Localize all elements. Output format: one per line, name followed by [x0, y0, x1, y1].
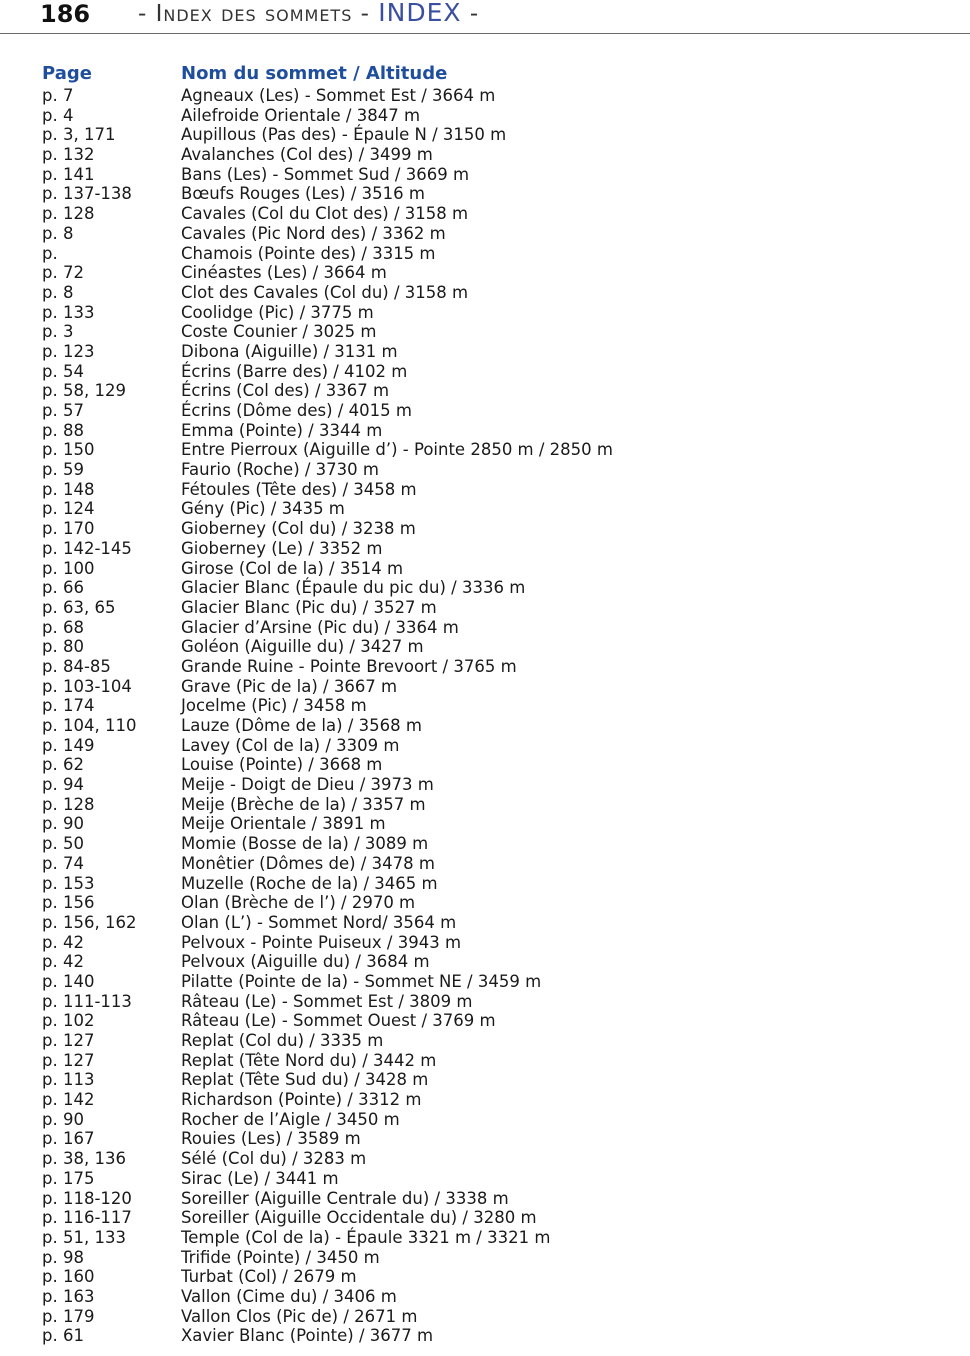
index-row	[0, 1248, 970, 1268]
index-summit-name: Agneaux (Les) - Sommet Est / 3664 m	[181, 86, 496, 105]
index-page-ref: p. 84-85	[42, 656, 111, 676]
index-row	[0, 86, 970, 106]
index-row	[0, 1189, 970, 1209]
index-summit-name: Muzelle (Roche de la) / 3465 m	[181, 873, 438, 893]
index-row	[0, 342, 970, 362]
index-summit-name: Sélé (Col du) / 3283 m	[181, 1149, 367, 1169]
index-page-ref: p. 57	[42, 401, 84, 420]
index-page-ref: p. 123	[42, 341, 95, 361]
index-summit-name: Ailefroide Orientale / 3847 m	[181, 105, 421, 125]
index-summit-name: Replat (Col du) / 3335 m	[181, 1031, 384, 1050]
index-page-ref: p. 127	[42, 1031, 95, 1050]
index-summit-name: Aupillous (Pas des) - Épaule N / 3150 m	[181, 125, 507, 145]
index-summit-name: Temple (Col de la) - Épaule 3321 m / 3321 m	[181, 1227, 551, 1247]
index-row	[0, 1129, 970, 1149]
index-page-ref: p. 66	[42, 578, 84, 598]
index-row	[0, 283, 970, 303]
index-summit-name: Louise (Pointe) / 3668 m	[181, 755, 383, 775]
page-number: 186	[40, 0, 91, 28]
running-title-prefix: - Index des sommets -	[138, 1, 370, 27]
index-page-ref: p. 132	[42, 145, 95, 165]
index-column-headers	[0, 62, 970, 86]
index-page-ref: p. 148	[42, 479, 95, 499]
index-page-ref: p. 133	[42, 302, 95, 322]
index-summit-name: Pelvoux - Pointe Puiseux / 3943 m	[181, 932, 462, 952]
index-row	[0, 696, 970, 716]
index-page-ref: p. 141	[42, 164, 95, 184]
index-summit-name: Râteau (Le) - Sommet Est / 3809 m	[181, 991, 473, 1011]
index-summit-name: Replat (Tête Nord du) / 3442 m	[181, 1050, 437, 1070]
index-page-ref: p. 116-117	[42, 1208, 132, 1228]
index-summit-name: Fétoules (Tête des) / 3458 m	[181, 479, 417, 499]
index-page-ref: p. 58, 129	[42, 381, 126, 401]
index-row	[0, 795, 970, 815]
index-page-ref: p. 140	[42, 971, 95, 991]
index-page-ref: p. 163	[42, 1286, 95, 1306]
index-page-ref: p. 103-104	[42, 676, 132, 696]
index-list	[0, 86, 970, 1346]
index-summit-name: Dibona (Aiguille) / 3131 m	[181, 341, 398, 361]
index-page-ref: p. 174	[42, 696, 95, 716]
index-row	[0, 1031, 970, 1051]
index-page-ref: p. 156	[42, 893, 95, 913]
index-summit-name: Entre Pierroux (Aiguille d’) - Pointe 2850 m / 2850 m	[181, 440, 613, 460]
index-page-ref: p. 59	[42, 460, 84, 480]
index-summit-name: Écrins (Dôme des) / 4015 m	[181, 401, 412, 420]
index-page-ref: p. 72	[42, 263, 84, 283]
index-summit-name: Replat (Tête Sud du) / 3428 m	[181, 1070, 429, 1090]
index-row	[0, 814, 970, 834]
index-summit-name: Coste Counier / 3025 m	[181, 322, 377, 342]
index-row	[0, 972, 970, 992]
index-page-ref: p. 4	[42, 105, 74, 125]
index-summit-name: Soreiller (Aiguille Centrale du) / 3338 m	[181, 1188, 509, 1208]
index-page-ref: p. 8	[42, 282, 74, 302]
index-row	[0, 1051, 970, 1071]
index-summit-name: Clot des Cavales (Col du) / 3158 m	[181, 282, 469, 302]
column-header-page: Page	[42, 63, 92, 84]
index-row	[0, 834, 970, 854]
index-row	[0, 1090, 970, 1110]
index-summit-name: Rocher de l’Aigle / 3450 m	[181, 1109, 400, 1129]
index-page-ref: p. 80	[42, 637, 84, 657]
index-page-ref: p. 124	[42, 499, 95, 519]
index-row	[0, 145, 970, 165]
index-row	[0, 1110, 970, 1130]
index-page-ref: p. 42	[42, 952, 84, 972]
index-row	[0, 716, 970, 736]
index-row	[0, 421, 970, 441]
index-summit-name: Chamois (Pointe des) / 3315 m	[181, 243, 436, 263]
index-summit-name: Pelvoux (Aiguille du) / 3684 m	[181, 952, 430, 972]
running-title-suffix: -	[469, 1, 480, 27]
index-row	[0, 677, 970, 697]
index-page-ref: p. 118-120	[42, 1188, 132, 1208]
index-page-ref: p. 3, 171	[42, 125, 116, 145]
index-page-ref: p. 50	[42, 834, 84, 854]
index-page-ref: p. 175	[42, 1168, 95, 1188]
index-row	[0, 1011, 970, 1031]
index-row	[0, 106, 970, 126]
index-page-ref: p. 150	[42, 440, 95, 460]
running-title	[138, 0, 479, 28]
index-row	[0, 637, 970, 657]
index-row	[0, 1208, 970, 1228]
index-summit-name: Lauze (Dôme de la) / 3568 m	[181, 716, 422, 735]
page-header	[0, 0, 970, 34]
index-row	[0, 1070, 970, 1090]
index-row	[0, 736, 970, 756]
index-summit-name: Écrins (Col des) / 3367 m	[181, 381, 390, 401]
index-page-ref: p. 128	[42, 204, 95, 224]
column-header-summit: Nom du sommet / Altitude	[181, 63, 448, 84]
index-summit-name: Rouies (Les) / 3589 m	[181, 1129, 361, 1149]
index-summit-name: Vallon (Cime du) / 3406 m	[181, 1286, 397, 1306]
index-row	[0, 519, 970, 539]
index-page-ref: p. 94	[42, 775, 84, 795]
index-summit-name: Turbat (Col) / 2679 m	[181, 1267, 357, 1287]
index-summit-name: Soreiller (Aiguille Occidentale du) / 3280 m	[181, 1208, 537, 1228]
index-summit-name: Grave (Pic de la) / 3667 m	[181, 676, 398, 696]
index-row	[0, 1169, 970, 1189]
index-row	[0, 244, 970, 264]
index-summit-name: Meije Orientale / 3891 m	[181, 814, 386, 834]
index-page-ref: p. 38, 136	[42, 1149, 126, 1169]
index-summit-name: Faurio (Roche) / 3730 m	[181, 460, 379, 480]
index-page-ref: p. 100	[42, 558, 95, 578]
index-summit-name: Bœufs Rouges (Les) / 3516 m	[181, 184, 425, 204]
index-page-ref: p. 42	[42, 932, 84, 952]
index-page-ref: p. 51, 133	[42, 1227, 126, 1247]
index-page-ref: p. 153	[42, 873, 95, 893]
index-summit-name: Cinéastes (Les) / 3664 m	[181, 263, 387, 283]
index-summit-name: Olan (L’) - Sommet Nord/ 3564 m	[181, 912, 457, 932]
index-row	[0, 165, 970, 185]
index-row	[0, 618, 970, 638]
index-summit-name: Meije (Brèche de la) / 3357 m	[181, 794, 426, 814]
index-row	[0, 1307, 970, 1327]
index-summit-name: Trifide (Pointe) / 3450 m	[181, 1247, 380, 1267]
index-page-ref: p. 179	[42, 1306, 95, 1326]
index-summit-name: Glacier Blanc (Épaule du pic du) / 3336 m	[181, 578, 526, 598]
index-page-ref: p. 156, 162	[42, 912, 137, 932]
index-row	[0, 1287, 970, 1307]
index-row	[0, 263, 970, 283]
index-row	[0, 578, 970, 598]
index-row	[0, 1326, 970, 1346]
index-page-ref: p. 111-113	[42, 991, 132, 1011]
index-summit-name: Goléon (Aiguille du) / 3427 m	[181, 637, 424, 657]
index-page-ref: p. 90	[42, 1109, 84, 1129]
index-page-ref: p. 88	[42, 420, 84, 440]
index-summit-name: Cavales (Col du Clot des) / 3158 m	[181, 204, 469, 224]
index-row	[0, 480, 970, 500]
index-summit-name: Monêtier (Dômes de) / 3478 m	[181, 853, 435, 873]
index-summit-name: Emma (Pointe) / 3344 m	[181, 420, 383, 440]
index-row	[0, 460, 970, 480]
index-row	[0, 303, 970, 323]
index-row	[0, 224, 970, 244]
index-row	[0, 125, 970, 145]
index-page-ref: p. 74	[42, 853, 84, 873]
index-page-ref: p. 102	[42, 1011, 95, 1031]
index-row	[0, 362, 970, 382]
index-page-ref: p. 54	[42, 361, 84, 381]
index-summit-name: Écrins (Barre des) / 4102 m	[181, 361, 408, 381]
index-summit-name: Lavey (Col de la) / 3309 m	[181, 735, 400, 755]
index-page-ref: p. 90	[42, 814, 84, 834]
index-row	[0, 381, 970, 401]
index-row	[0, 440, 970, 460]
index-summit-name: Râteau (Le) - Sommet Ouest / 3769 m	[181, 1011, 496, 1031]
index-summit-name: Gioberney (Le) / 3352 m	[181, 538, 383, 558]
index-row	[0, 598, 970, 618]
index-row	[0, 657, 970, 677]
index-row	[0, 499, 970, 519]
index-page-ref: p. 8	[42, 223, 74, 243]
index-page-ref: p. 170	[42, 519, 95, 539]
index-page-ref: p. 160	[42, 1267, 95, 1287]
index-summit-name: Xavier Blanc (Pointe) / 3677 m	[181, 1326, 434, 1346]
index-page-ref: p. 142	[42, 1090, 95, 1110]
index-summit-name: Glacier d’Arsine (Pic du) / 3364 m	[181, 617, 459, 637]
index-row	[0, 1228, 970, 1248]
index-summit-name: Girose (Col de la) / 3514 m	[181, 558, 404, 578]
index-page-ref: p. 63, 65	[42, 597, 116, 617]
index-row	[0, 559, 970, 579]
index-row	[0, 913, 970, 933]
index-row	[0, 933, 970, 953]
index-row	[0, 322, 970, 342]
index-summit-name: Meije - Doigt de Dieu / 3973 m	[181, 775, 434, 795]
index-page-ref: p. 137-138	[42, 184, 132, 204]
index-page-ref: p. 142-145	[42, 538, 132, 558]
index-page-ref: p. 167	[42, 1129, 95, 1149]
index-summit-name: Gioberney (Col du) / 3238 m	[181, 519, 416, 539]
index-summit-name: Grande Ruine - Pointe Brevoort / 3765 m	[181, 656, 517, 676]
index-row	[0, 539, 970, 559]
index-page-ref: p.	[42, 243, 58, 263]
index-summit-name: Sirac (Le) / 3441 m	[181, 1168, 339, 1188]
index-row	[0, 184, 970, 204]
index-page-ref: p. 3	[42, 322, 74, 342]
index-summit-name: Glacier Blanc (Pic du) / 3527 m	[181, 597, 437, 617]
index-summit-name: Gény (Pic) / 3435 m	[181, 499, 345, 519]
index-page-ref: p. 113	[42, 1070, 95, 1090]
index-summit-name: Avalanches (Col des) / 3499 m	[181, 145, 433, 165]
index-page-ref: p. 7	[42, 86, 74, 105]
index-page-ref: p. 127	[42, 1050, 95, 1070]
index-row	[0, 874, 970, 894]
index-summit-name: Momie (Bosse de la) / 3089 m	[181, 834, 429, 854]
index-page-ref: p. 68	[42, 617, 84, 637]
index-page-ref: p. 98	[42, 1247, 84, 1267]
index-row	[0, 854, 970, 874]
index-row	[0, 401, 970, 421]
running-title-accent: INDEX	[378, 0, 462, 27]
index-summit-name: Olan (Brèche de l’) / 2970 m	[181, 893, 416, 913]
index-summit-name: Pilatte (Pointe de la) - Sommet NE / 3459 m	[181, 971, 542, 991]
index-row	[0, 1149, 970, 1169]
index-row	[0, 992, 970, 1012]
index-row	[0, 893, 970, 913]
index-row	[0, 204, 970, 224]
index-summit-name: Bans (Les) - Sommet Sud / 3669 m	[181, 164, 470, 184]
index-summit-name: Vallon Clos (Pic de) / 2671 m	[181, 1306, 418, 1326]
index-summit-name: Jocelme (Pic) / 3458 m	[181, 696, 367, 716]
index-row	[0, 755, 970, 775]
index-summit-name: Richardson (Pointe) / 3312 m	[181, 1090, 422, 1110]
index-page-ref: p. 61	[42, 1326, 84, 1346]
index-page-ref: p. 149	[42, 735, 95, 755]
index-summit-name: Cavales (Pic Nord des) / 3362 m	[181, 223, 446, 243]
index-page-ref: p. 62	[42, 755, 84, 775]
index-page-ref: p. 128	[42, 794, 95, 814]
index-row	[0, 952, 970, 972]
index-summit-name: Coolidge (Pic) / 3775 m	[181, 302, 374, 322]
index-page-ref: p. 104, 110	[42, 716, 137, 735]
index-row	[0, 775, 970, 795]
index-row	[0, 1267, 970, 1287]
